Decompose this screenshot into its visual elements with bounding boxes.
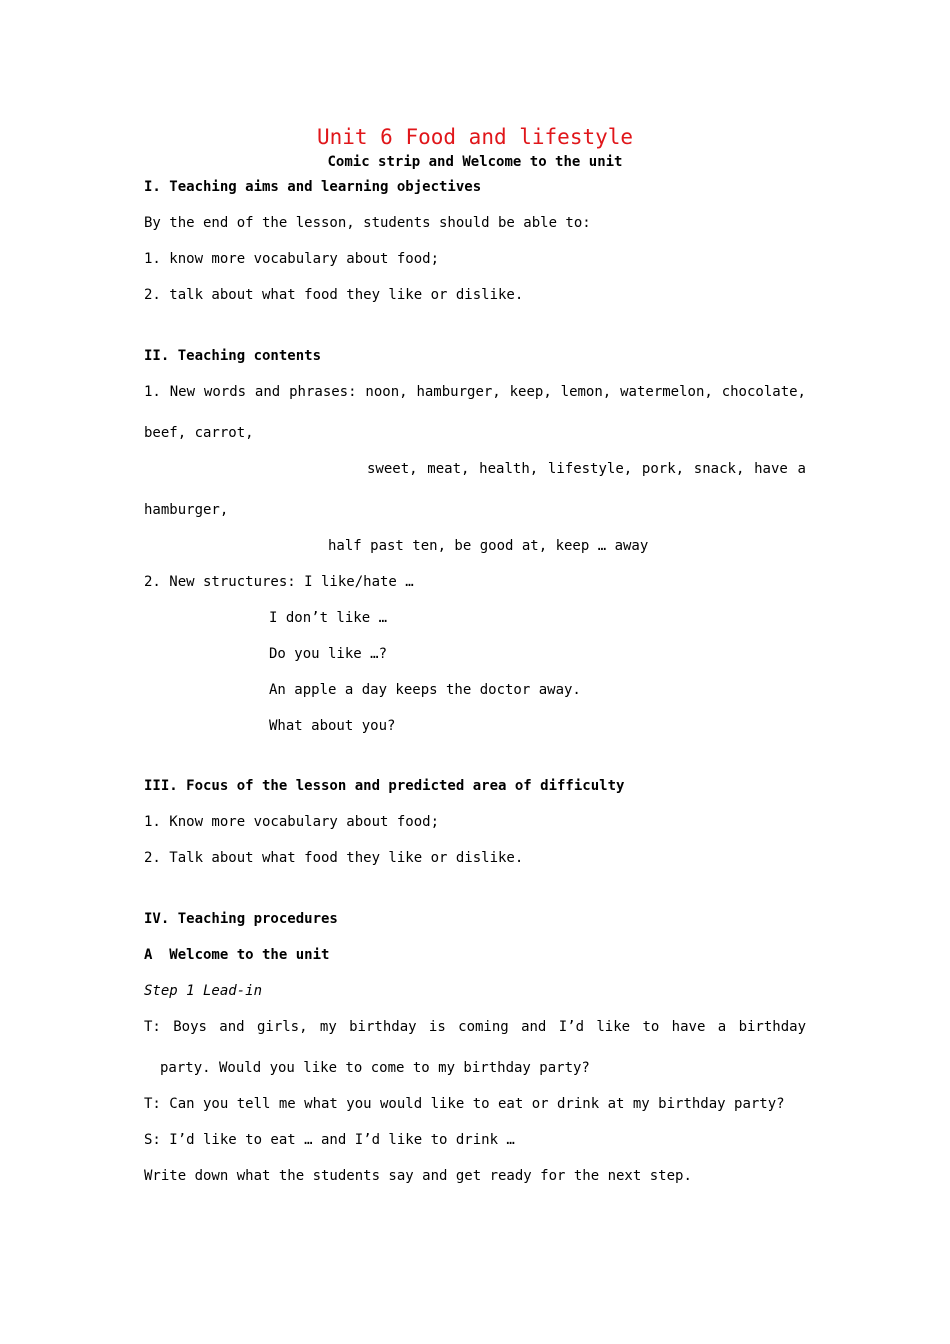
section-1-intro: By the end of the lesson, students should be able to: — [144, 215, 591, 231]
section-1-heading: I. Teaching aims and learning objectives — [144, 179, 482, 195]
subsection-a-heading: A Welcome to the unit — [144, 947, 330, 963]
new-words-line-1: 1. New words and phrases: noon, hamburger, keep, lemon, watermelon, chocolate, — [144, 384, 806, 400]
structure-1: I don’t like … — [269, 610, 388, 626]
section-1-item-2: 2. talk about what food they like or dislike. — [144, 287, 524, 303]
new-structures-label: 2. New structures: I like/hate … — [144, 574, 414, 590]
structure-2: Do you like …? — [269, 646, 388, 662]
new-words-line-4: hamburger, — [144, 502, 229, 518]
teacher-line-1a: T: Boys and girls, my birthday is coming and I’d like to have a birthday — [144, 1019, 806, 1035]
section-3-item-2: 2. Talk about what food they like or dislike. — [144, 850, 524, 866]
student-reply: S: I’d like to eat … and I’d like to drink … — [144, 1132, 515, 1148]
step-1-heading: Step 1 Lead-in — [144, 983, 263, 999]
section-3-heading: III. Focus of the lesson and predicted area of difficulty — [144, 778, 625, 794]
structure-3: An apple a day keeps the doctor away. — [269, 682, 581, 698]
new-words-line-2: beef, carrot, — [144, 425, 254, 441]
section-4-heading: IV. Teaching procedures — [144, 911, 338, 927]
teacher-line-1b: party. Would you like to come to my birthday party? — [160, 1060, 590, 1076]
section-2-heading: II. Teaching contents — [144, 348, 322, 364]
doc-subtitle: Comic strip and Welcome to the unit — [327, 154, 623, 170]
section-1-item-1: 1. know more vocabulary about food; — [144, 251, 440, 267]
new-words-line-3: sweet, meat, health, lifestyle, pork, snack, have a — [367, 461, 806, 477]
new-words-line-5: half past ten, be good at, keep … away — [328, 538, 649, 554]
structure-4: What about you? — [269, 718, 396, 734]
section-3-item-1: 1. Know more vocabulary about food; — [144, 814, 440, 830]
doc-title: Unit 6 Food and lifestyle — [316, 125, 634, 149]
teacher-line-2: T: Can you tell me what you would like to eat or drink at my birthday party? — [144, 1096, 785, 1112]
step-note: Write down what the students say and get ready for the next step. — [144, 1168, 692, 1184]
